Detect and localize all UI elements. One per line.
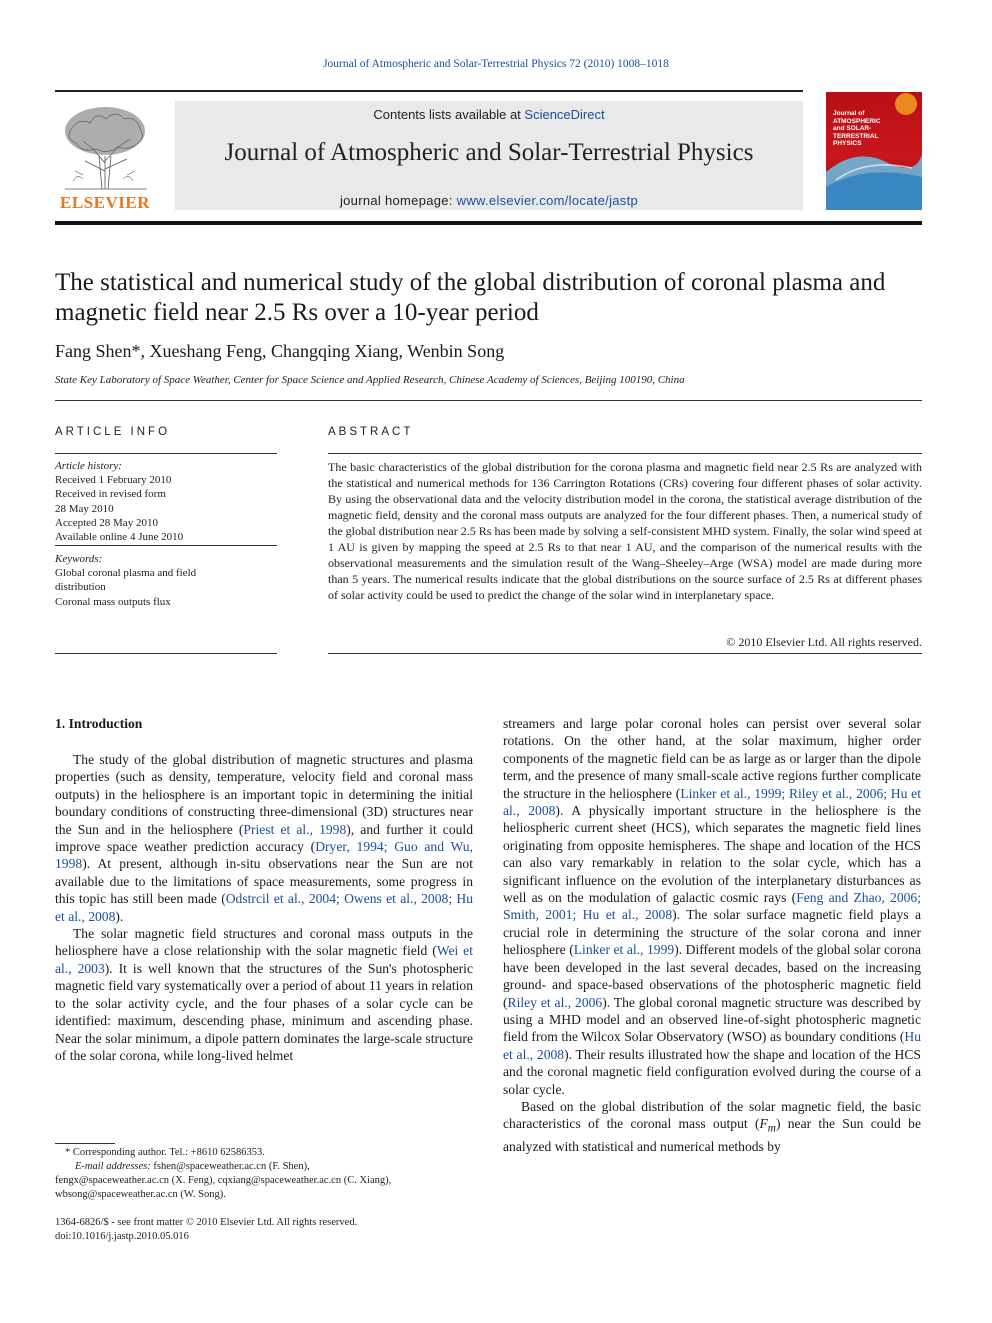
history-received: Received 1 February 2010 [55,474,172,487]
abstract-copyright: © 2010 Elsevier Ltd. All rights reserved. [726,635,922,649]
intro-paragraph-3: streamers and large polar coronal holes can persist over several solar rotations. On the other hand, at the solar maximum, higher order components of the magnetic field can be as large as or larger than the dipole term, and the presence of many small-scale active regions further complicate the structure in the heliosphere (Linker et al., 1999; Riley et al., 2006; Hu et al., 2008). A physically important structure in the heliosphere is the heliospheric current sheet (HCS), which separates the magnetic field lines originating from opposite hemispheres. The shape and location of the HCS can also vary remarkably in relation to the solar cycle, which has a significant influence on the evolution of the interplanetary disturbances as well as on the modulation of galactic cosmic rays (Feng and Zhao, 2006; Smith, 2001; Hu et al., 2008). The solar surface magnetic field plays a crucial role in determining the structure of the solar corona and inner heliosphere (Linker et al., 1999). Different models of the global solar corona have been developed in the last several decades, based on the increasing ground- and space-based observations of the photospheric magnetic field (Riley et al., 2006). The global coronal magnetic structure was described by using a MHD model and an observed line-of-sight photospheric magnetic field from the Wilcox Solar Observatory (WSO) as boundary conditions (Hu et al., 2008). Their results illustrated how the shape and location of the HCS and the coronal magnetic field configuration evolved during the course of a solar cycle. [503,716,922,1097]
journal-title: Journal of Atmospheric and Solar-Terrestrial Physics [224,139,754,166]
history-revised: Received in revised form [55,488,166,501]
author-list: Fang Shen*, Xueshang Feng, Changqing Xiang, Wenbin Song [55,341,505,361]
journal-citation[interactable]: Journal of Atmospheric and Solar-Terrestrial Physics 72 (2010) 1008–1018 [323,58,669,70]
math-symbol: F [759,1116,768,1132]
footnote-rule [55,1143,115,1144]
intro-paragraph-1: The study of the global distribution of magnetic structures and plasma properties (such as density, temperature, velocity field and coronal mass outputs) in the heliosphere is an important topic in determining the initial boundary conditions of constructing three-dimensional (3D) structures near the Sun and in the heliosphere (Priest et al., 1998), and further it could improve space weather prediction accuracy (Dryer, 1994; Guo and Wu, 1998). At present, although in-situ observations near the Sun are not available due to the limitations of space measurements, some progress in this topic has still been made (Odstrcil et al., 2004; Owens et al., 2008; Hu et al., 2008). [55,752,474,924]
email-label: E-mail addresses: [75,1161,151,1172]
issn-line: 1364-6826/$ - see front matter © 2010 Elsevier Ltd. All rights reserved. [55,1217,358,1228]
citation-link[interactable]: Linker et al., 1999; Riley et al., 2006; Hu et al., 2008 [503,785,921,819]
intro-paragraph-2: The solar magnetic field structures and coronal mass outputs in the heliosphere have a close relationship with the solar magnetic field (Wei et al., 2003). It is well known that the structures of the Sun's photospheric magnetic field vary systematically over a period of about 11 years in relation to the solar activity cycle, and the four phases of a solar cycle can be identified: maximum, descending phase, minimum and ascending phase. Near the solar minimum, a dipole pattern dominates the large-scale structure of the solar corona, while long-lived helmet [55,926,473,1063]
history-accepted: Accepted 28 May 2010 [55,516,158,529]
elsevier-tree-icon [55,101,155,193]
citation-link[interactable]: Wei et al., 2003 [55,943,473,976]
corresponding-author-note: * Corresponding author. Tel.: +8610 62586353. [65,1147,265,1158]
keyword-item: distribution [55,581,106,594]
header-bottom-rule [55,221,922,225]
keywords [55,552,277,609]
intro-paragraph-4: Based on the global distribution of the solar magnetic field, the basic characteristics of the coronal mass output $(F_m)$ near the Sun could be analyzed with statistical and numerical methods by [503,1098,921,1155]
journal-cover-image [826,92,922,210]
email-shen[interactable]: fshen@spaceweather.ac.cn (F. Shen), [150,1161,310,1172]
abstract-heading: ABSTRACT [328,426,414,438]
citation-link[interactable]: Riley et al., 2006 [507,994,603,1010]
sciencedirect-link[interactable]: ScienceDirect [524,107,605,122]
citation-link[interactable]: Priest et al., 1998 [243,821,347,837]
citation-link[interactable]: Feng and Zhao, 2006; Smith, 2001; Hu et al., 2008 [503,890,922,923]
article-title: The statistical and numerical study of the global distribution of coronal plasma and magnetic field near 2.5 Rs over a 10-year period [55,269,886,326]
history-label: Article history: [55,460,122,472]
article-history [55,459,277,544]
history-revised-date: 28 May 2010 [55,502,114,515]
contents-prefix: Contents lists available at [373,107,525,122]
elsevier-logo [55,101,155,211]
email-line-2[interactable]: fengx@spaceweather.ac.cn (X. Feng), cqxiang@spaceweather.ac.cn (C. Xiang), [55,1175,392,1186]
cover-art-icon [826,92,922,210]
cover-title: Journal of ATMOSPHERIC and SOLAR-TERRESTRIAL PHYSICS [833,110,881,147]
homepage-link[interactable]: www.elsevier.com/locate/jastp [456,193,639,208]
contents-line [175,107,803,122]
footnote-block [55,1146,475,1202]
history-online: Available online 4 June 2010 [55,531,184,544]
abstract-rule-bottom [328,653,922,654]
article-info-heading: ARTICLE INFO [55,426,171,438]
keyword-item: Coronal mass outputs flux [55,595,171,608]
journal-header-box [175,101,803,210]
email-line-1 [55,1160,475,1174]
citation-link[interactable]: Odstrcil et al., 2004; Owens et al., 2008; Hu et al., 2008 [55,891,474,924]
affiliation: State Key Laboratory of Space Weather, Center for Space Science and Applied Research, Chinese Academy of Sciences, Beijing 100190, China [55,374,685,386]
title-divider [55,400,922,401]
publisher-name: ELSEVIER [60,193,150,212]
article-info-rule-mid [55,545,277,546]
homepage-line [175,193,803,208]
right-column [503,715,921,1156]
article-info-rule-bottom [55,653,277,654]
citation-link[interactable]: Dryer, 1994; Guo and Wu, 1998 [55,839,473,872]
left-column [55,751,473,1064]
front-matter-meta [55,1216,357,1244]
abstract-rule-top [328,453,922,454]
email-line-3[interactable]: wbsong@spaceweather.ac.cn (W. Song). [55,1189,226,1200]
header-top-rule [55,90,803,92]
citation-link[interactable]: Linker et al., 1999 [573,942,675,958]
doi-line[interactable]: doi:10.1016/j.jastp.2010.05.016 [55,1231,189,1242]
keyword-item: Global coronal plasma and field [55,567,197,580]
article-info-rule-top [55,453,277,454]
keywords-label: Keywords: [55,553,103,565]
section-heading-introduction: 1. Introduction [55,716,143,731]
abstract-text: The basic characteristics of the global distribution for the corona plasma and magnetic field near 2.5 Rs are analyzed with the statistical and numerical methods for 136 Carrington Rotations (CRs) covering four different phases of solar activity. By using the observational data and the velocity distribution model in the corona, the statistical average distribution of the magnetic field, density and the coronal mass outputs are analyzed for the four different phases. Then, a numerical study of the global distribution near 2.5 Rs has been made by solving a self-consistent MHD system. Finally, the solar wind speed at 1 AU is given by mapping the speed at 2.5 Rs to that near 1 AU, and the comparison of the numerical results with the observational measurements and the simulation result of the Wang–Sheeley–Arge (WSA) model are made during more than 5 years. The numerical results indicate that the global distributions on the source surface of 2.5 Rs at different phases of solar activity could be used to predict the change of the solar wind in interplanetary space. [328,460,922,602]
citation-link[interactable]: Hu et al., 2008 [503,1029,921,1062]
homepage-prefix: journal homepage: [339,193,457,208]
math-subscript: m [767,1123,776,1136]
